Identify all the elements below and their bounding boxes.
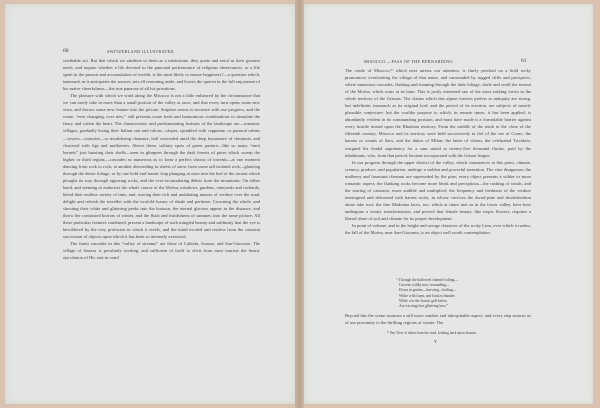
paragraph: Beyond this the scene assumes a still more sombre and inhospitable aspect, and every step assures us of our proximity to the thrilling regions of winter. The bbox=[345, 313, 531, 326]
paragraph: The pleasure with which we wind along the Misocco is not a little enhanced by the circumstance that we can rarely take in more than a small portion of the valley at once, and that every turn opens some new vista, and throws some new feature into the picture. Surprise seems to increase with our progress, and the scene, “ever changing, ever new,” still presents some fresh and harmonious combinations to stimulate the fancy and soften the heart. The characteristic and predominating features of the landscape are—romantic villages, gradually losing their Italian cast and colour—slopes, sprinkled with cappanne, or pastoral cabins—towers—oratories—or mouldering chateaux, half concealed amid the deep luxuriance of chestnuts, and clustered with figs and mulberries. Above these, solitary spots of green pasture—like so many “emit kernels” just bursting their shells—seen in glimpses through the dark forests of pines which sweep the higher or third region;—cascades so numerous as to form a perfect chorus of torrents—at one moment dancing from rock to rock, at another descending in sheets of snow from some tall isolated rock—glancing through the dense foliage, or by one bold and frantic leap plunging at once into the bed of the torrent which ploughs its way through opposing rocks, and the ever-accumulating débris from the mountains. On either hand, and seeming to embower the whole course of the Moësa, meadows, gardens, vineyards and orchards, blend their endless variety of tints, and, waving their rich and undulating masses of verdure over the road, delight and refresh the traveller with the twofold luxury of shade and perfume. Crowning the whole, and shooting their white and glittering peaks into the horizon, the eternal glaciers appear in the distance, and throw the contrasted horrors of winter, and the flush and fruitfulness of summer, into the same picture. All these particular features combined, present a landscape of such mingled beauty and sublimity that the eye is bewildered by the very profusion in which it revels, and the mind excited and restless from the constant succession of objects upon which it has been so intensely exercised. bbox=[63, 93, 260, 240]
running-header: MISOCCO.—PASS OF THE BERNARDINO. bbox=[364, 59, 455, 64]
paragraph: In point of volume, and in the height and savage character of the rocky Linn, over which it rushes, the fall of the Moësa, near San-Giacomo, is an object well worth contemplation. bbox=[345, 223, 531, 236]
paragraph: The finest cascades in this “valley of streams” are those of Cabiola, Soazza, and San-Giacomo. The village of Soazza is peculiarly inviting, and sufficient of itself to elicit from most tourists the hearty ejaculation of Hic erat in votis! bbox=[63, 241, 260, 261]
footnote: * Our View is taken from the road, looking back upon Soazza. bbox=[387, 331, 477, 335]
poem-quote bbox=[396, 278, 458, 309]
poem-line: Down in gushes—bursting—boiling— bbox=[399, 288, 457, 293]
body-text bbox=[63, 57, 260, 261]
paragraph: The castle of Misocco,* which next arrests our attention, is finely perched on a bold rocky promontory overlooking the village of that name, and surrounded by rugged cliffs and precipices, where numerous cascades, flashing and foaming through the dark foliage, chafe and swell the torrent of the Moësa, which roars at its base. This is justly esteemed one of the most striking views in the whole territory of the Grisons. The claims which this alpine fortress prefers to antiquity are strong, but indefinite; inasmuch as its original lord, and the period of its erection, are subjects of merely plausible conjecture: but the warlike purpose to which, in remote times, it has been applied, is abundantly evident in its commanding position, and must have made it a formidable barrier against every hostile inroad upon the Rhaetian territory. From the middle of the tenth to the close of the fifteenth century, Misocco and its territory were held successively in fief of the see of Como, the barons or counts of Sacs, and the dukes of Milan; the latter of whom, the celebrated Trivulzio, resigned his feudal supremacy for a sum stated at twenty-five thousand florins, paid by the inhabitants, who, from that period, became incorporated with the Grison league. bbox=[345, 68, 531, 158]
poem-line: Are iris rings her glittering bow.” bbox=[399, 304, 449, 309]
page-number: 61 bbox=[521, 58, 527, 64]
paragraph: creditable act. But that which we attribute to them as a misfortune, they quote and extol as their greatest merit, and inquire whether a life devoted to the punctual performance of religious observances, or a life spent in the pursuit and accumulation of wealth, is the most likely to ensure happiness?—a question which, inasmuch as it anticipates the answer, sets all reasoning aside, and leaves the querist in the full enjoyment of his native cheerfulness—the true panacea of all his privations. bbox=[63, 58, 260, 92]
book-gutter bbox=[295, 0, 304, 408]
poem-line: Caverns wildly now resounding— bbox=[399, 283, 450, 288]
poem-line: While o'er the frantic gulf below bbox=[399, 298, 448, 303]
paragraph: In our progress through the upper district of the valley, which commences at this point, climate, scenery, produce, and population, undergo a sudden and powerful transition. The vine disappears; the mulberry and luxuriant chestnut are superseded by the pine; every object presents a wilder or more romantic aspect; the flanking rocks become more bleak and precipitous—the rushing of winds, and the roaring of cataracts, more audible and multiplied; the frequency and freshness of the verdure interrupted and deformed with barren rocks, in whose crevices the dwarf-pine and rhododendron alone take root: the fine Madonna faces, too, which at times met us in the lower valley, have here undergone a wintry transformation, and proved that female beauty, like tropic flowers, requires a liberal share of soil and climate for its proper development. bbox=[345, 159, 531, 221]
poem-line: White with foam, and loud as thunder bbox=[399, 293, 455, 298]
signature-mark: Y bbox=[434, 339, 438, 344]
running-header: SWITZERLAND ILLUSTRATED. bbox=[107, 49, 176, 54]
right-page bbox=[304, 4, 593, 404]
left-page bbox=[5, 4, 295, 404]
body-text bbox=[345, 67, 531, 236]
closing-text bbox=[345, 312, 531, 326]
page-number: 60 bbox=[63, 48, 69, 54]
poem-line: “ Through the hollowed channel rolling— bbox=[396, 278, 459, 282]
